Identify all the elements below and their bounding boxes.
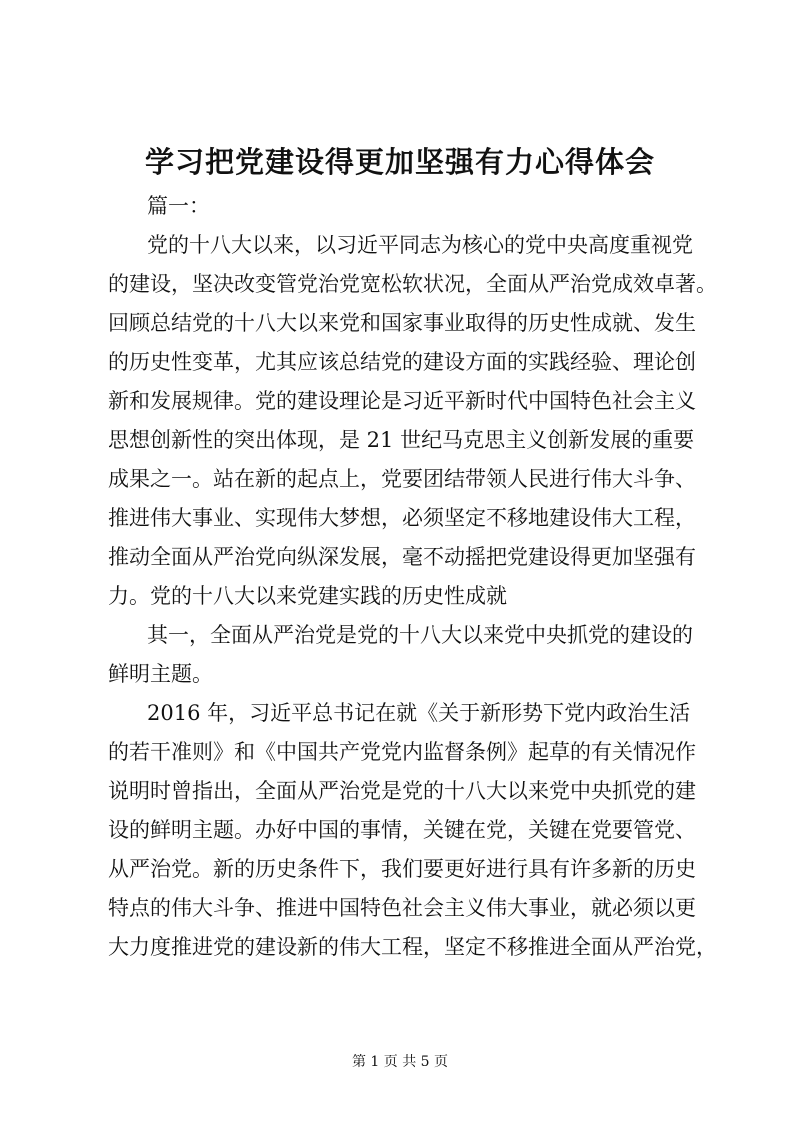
document-title: 学习把党建设得更加坚强有力心得体会 — [144, 145, 655, 179]
body-line: 力。党的十八大以来党建实践的历史性成就 — [108, 584, 507, 608]
body-line: 党的十八大以来，以习近平同志为核心的党中央高度重视党 — [147, 233, 693, 257]
body-line: 鲜明主题。 — [108, 662, 213, 686]
body-line: 其一，全面从严治党是党的十八大以来党中央抓党的建设的 — [147, 623, 693, 647]
section-heading: 篇一： — [147, 194, 210, 218]
body-line: 的历史性变革，尤其应该总结党的建设方面的实践经验、理论创 — [108, 350, 696, 374]
body-line: 特点的伟大斗争、推进中国特色社会主义伟大事业，就必须以更 — [108, 896, 696, 920]
page-footer: 第 1 页 共 5 页 — [351, 1054, 449, 1070]
body-line: 从严治党。新的历史条件下，我们要更好进行具有许多新的历史 — [108, 857, 696, 881]
body-line: 说明时曾指出，全面从严治党是党的十八大以来党中央抓党的建 — [108, 779, 696, 803]
body-line: 的建设，坚决改变管党治党宽松软状况，全面从严治党成效卓著。 — [108, 272, 717, 296]
body-line: 思想创新性的突出体现，是 21 世纪马克思主义创新发展的重要 — [108, 428, 695, 452]
body-line: 新和发展规律。党的建设理论是习近平新时代中国特色社会主义 — [108, 389, 696, 413]
body-line: 的若干准则》和《中国共产党党内监督条例》起草的有关情况作 — [108, 740, 696, 764]
body-line: 2016 年，习近平总书记在就《关于新形势下党内政治生活 — [147, 701, 691, 725]
body-line: 成果之一。站在新的起点上，党要团结带领人民进行伟大斗争、 — [108, 467, 696, 491]
body-line: 设的鲜明主题。办好中国的事情，关键在党，关键在党要管党、 — [108, 818, 696, 842]
body-line: 推动全面从严治党向纵深发展，毫不动摇把党建设得更加坚强有 — [108, 545, 696, 569]
body-line: 推进伟大事业、实现伟大梦想，必须坚定不移地建设伟大工程， — [108, 506, 696, 530]
body-line: 大力度推进党的建设新的伟大工程，坚定不移推进全面从严治党， — [108, 935, 717, 959]
body-line: 回顾总结党的十八大以来党和国家事业取得的历史性成就、发生 — [108, 311, 696, 335]
